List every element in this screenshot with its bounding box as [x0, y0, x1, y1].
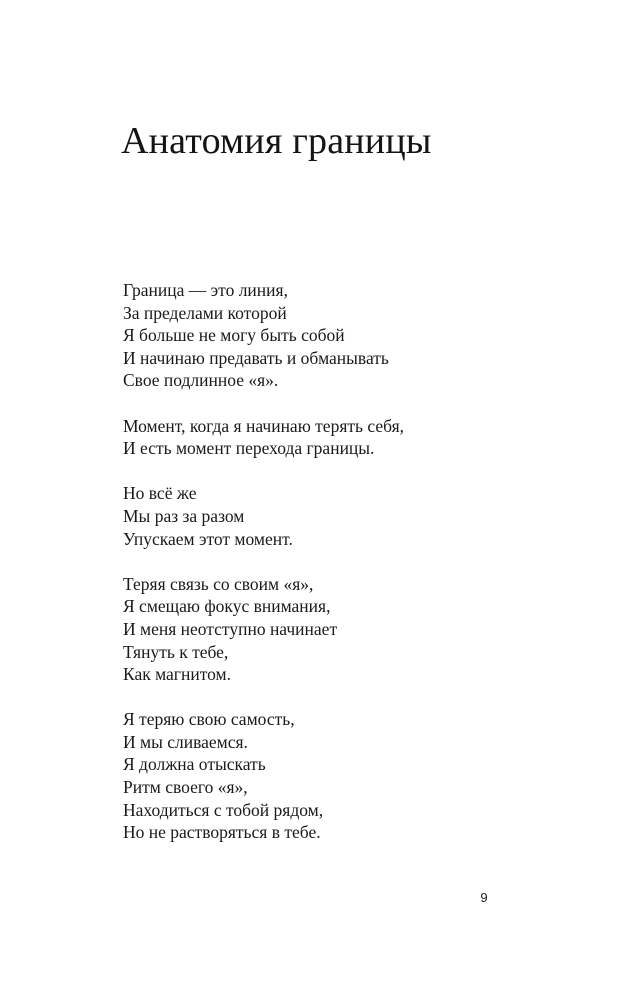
stanza-1	[123, 279, 543, 392]
poem-line: Свое подлинное «я».	[123, 370, 279, 391]
poem-body	[123, 279, 543, 844]
poem-line: И есть момент перехода границы.	[123, 438, 375, 459]
poem-line: Я должна отыскать	[123, 754, 266, 775]
poem-line: Находиться с тобой рядом,	[123, 799, 324, 820]
poem-line: Граница — это линия,	[123, 280, 288, 300]
poem-line: Но всё же	[123, 483, 197, 504]
poem-line: И меня неотступно начинает	[123, 618, 338, 639]
poem-line: Я теряю свою самость,	[123, 709, 295, 730]
poem-line: Я смещаю фокус внимания,	[123, 596, 331, 617]
poem-line: Теряя связь со своим «я»,	[123, 573, 314, 594]
poem-line: И мы сливаемся.	[123, 731, 248, 752]
poem-line: Я больше не могу быть собой	[123, 325, 345, 346]
page-number: 9	[480, 890, 488, 905]
poem-line: Упускаем этот момент.	[123, 528, 293, 549]
poem-line: Как магнитом.	[123, 664, 231, 685]
poem-line: Но не растворяться в тебе.	[123, 822, 321, 843]
stanza-5	[123, 708, 543, 844]
poem-title: Анатомия границы	[121, 120, 432, 162]
stanza-4	[123, 573, 543, 686]
stanza-3	[123, 482, 543, 550]
stanza-2	[123, 415, 543, 460]
poem-line: Момент, когда я начинаю терять себя,	[123, 415, 405, 436]
poem-line: И начинаю предавать и обманывать	[123, 347, 389, 368]
poem-line: Ритм своего «я»,	[123, 777, 248, 798]
poem-line: За пределами которой	[123, 302, 287, 323]
poem-line: Тянуть к тебе,	[123, 641, 229, 662]
poem-line: Мы раз за разом	[123, 505, 245, 526]
